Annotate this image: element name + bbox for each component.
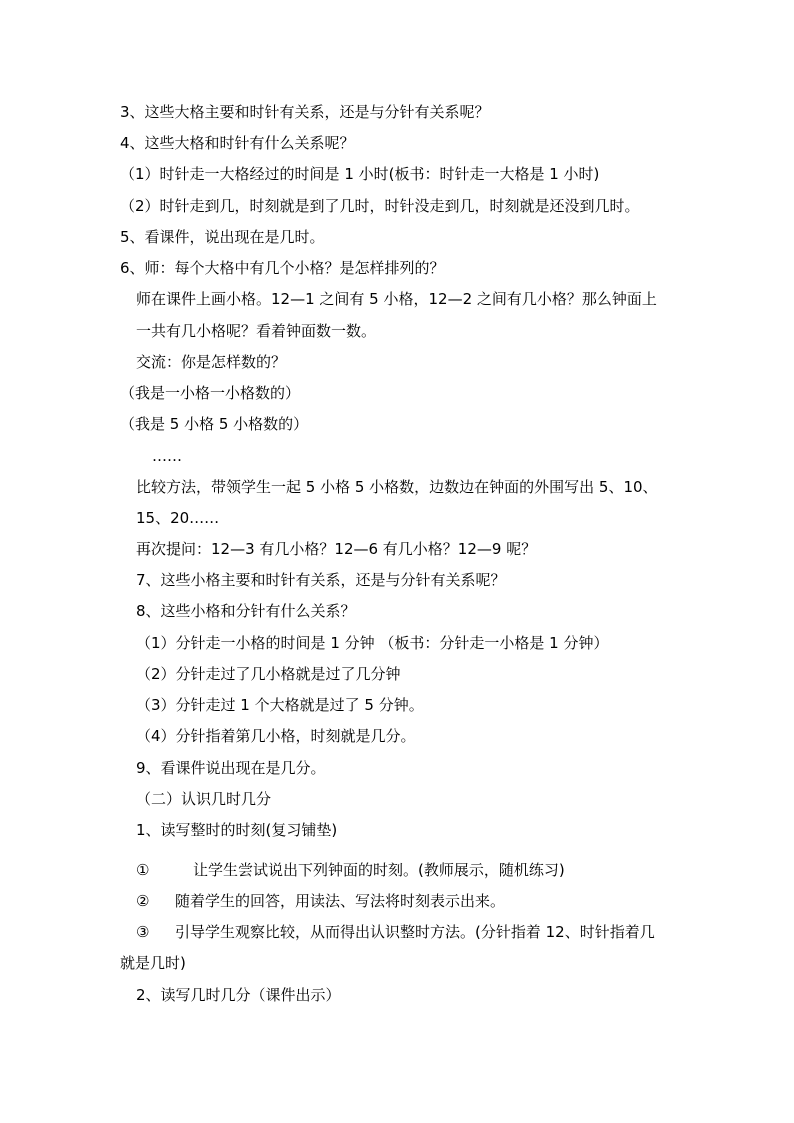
item-number: ①	[136, 861, 150, 879]
text-line: （二）认识几时几分	[136, 790, 272, 808]
item-text: 让学生尝试说出下列钟面的时刻。(教师展示，随机练习)	[193, 861, 565, 879]
text-line: （2）时针走到几，时刻就是到了几时，时针没走到几，时刻就是还没到几时。	[120, 197, 640, 215]
text-line: 比较方法，带领学生一起 5 小格 5 小格数，边数边在钟面的外围写出 5、10、	[136, 478, 658, 496]
text-line: ……	[152, 447, 182, 465]
text-line: （3）分针走过 1 个大格就是过了 5 分钟。	[136, 696, 424, 714]
numbered-item	[136, 922, 655, 942]
text-line: 交流：你是怎样数的？	[136, 353, 287, 371]
item-text: 引导学生观察比较，从而得出认识整时方法。(分针指着 12、时针指着几	[175, 923, 655, 941]
text-line: （1）分针走一小格的时间是 1 分钟 （板书：分针走一小格是 1 分钟）	[136, 634, 609, 652]
item-text: 随着学生的回答，用读法、写法将时刻表示出来。	[175, 892, 506, 910]
text-line: 再次提问：12—3 有几小格？12—6 有几小格？12—9 呢？	[136, 540, 537, 558]
text-line: 4、这些大格和时针有什么关系呢？	[120, 134, 355, 152]
text-line: 就是几时)	[120, 954, 186, 972]
text-line: 3、这些大格主要和时针有关系，还是与分针有关系呢？	[120, 103, 490, 121]
text-line: 1、读写整时的时刻(复习铺垫)	[136, 821, 338, 839]
numbered-item	[136, 891, 505, 911]
text-line: 8、这些小格和分针有什么关系？	[136, 602, 356, 620]
text-line: 一共有几小格呢？看着钟面数一数。	[136, 322, 377, 340]
text-line: （我是一小格一小格数的）	[120, 384, 301, 402]
text-line: （我是 5 小格 5 小格数的）	[120, 415, 309, 433]
text-line: （1）时针走一大格经过的时间是 1 小时(板书：时针走一大格是 1 小时)	[120, 165, 600, 183]
text-line: 9、看课件说出现在是几分。	[136, 759, 326, 777]
text-line: 2、读写几时几分（课件出示）	[136, 986, 341, 1004]
text-line: 6、师：每个大格中有几个小格？是怎样排列的？	[120, 259, 445, 277]
text-line: 师在课件上画小格。12—1 之间有 5 小格，12—2 之间有几小格？那么钟面上	[136, 290, 657, 308]
item-number: ③	[136, 923, 150, 941]
text-line: （4）分针指着第几小格，时刻就是几分。	[136, 727, 416, 745]
text-line: 15、20……	[136, 509, 220, 527]
text-line: 5、看课件，说出现在是几时。	[120, 228, 325, 246]
text-line: 7、这些小格主要和时针有关系，还是与分针有关系呢？	[136, 571, 506, 589]
numbered-item	[136, 860, 565, 880]
item-number: ②	[136, 892, 150, 910]
text-line: （2）分针走过了几小格就是过了几分钟	[136, 665, 401, 683]
